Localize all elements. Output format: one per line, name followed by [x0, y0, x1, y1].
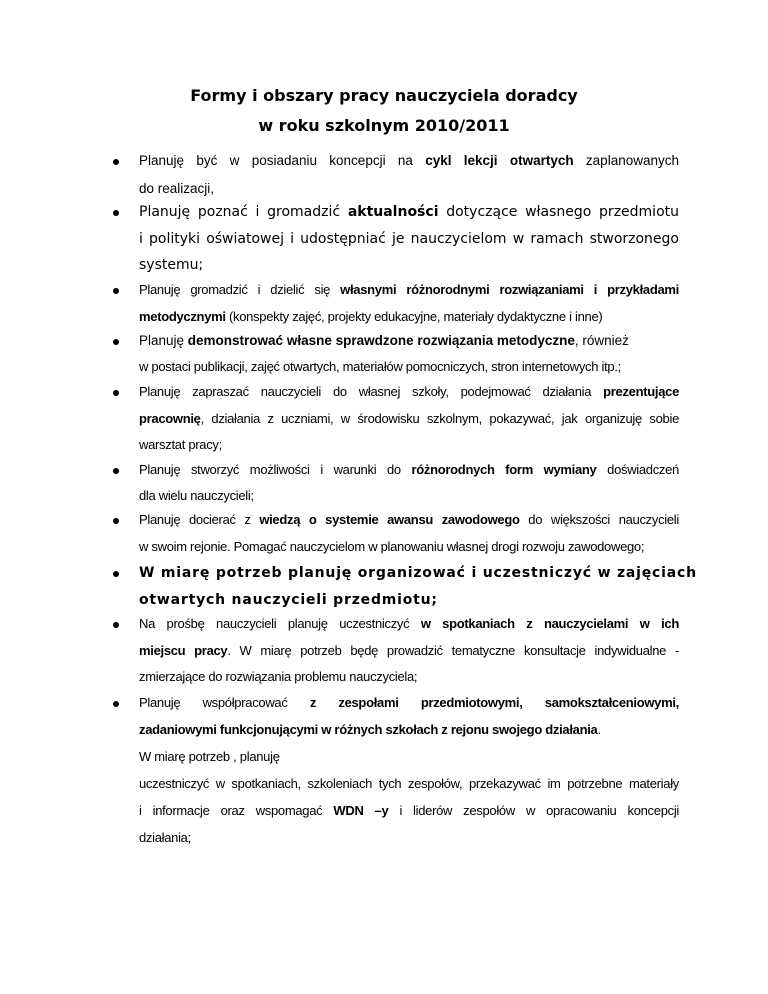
item-text: , również: [574, 333, 629, 348]
bullet-icon: [113, 622, 119, 628]
item-text: i informacje oraz wspomagać: [139, 803, 334, 818]
item-line: [139, 383, 679, 401]
item-line: w postaci publikacji, zajęć otwartych, materiałów pomocniczych, stron internetowych itp.;: [139, 359, 621, 374]
item-text: Planuję: [139, 333, 188, 348]
item-line: [139, 281, 679, 299]
item-line: W miarę potrzeb , planuję: [139, 749, 280, 764]
bullet-icon: [113, 518, 119, 524]
item-bold-text: wiedzą o systemie awansu zawodowego: [259, 512, 520, 527]
bullet-icon: [113, 210, 119, 216]
item-line: do realizacji,: [139, 181, 215, 196]
item-bold-text: zadaniowymi funkcjonującymi w różnych szkołach z rejonu swojego działania: [139, 722, 598, 737]
item-text: Planuję docierać z: [139, 512, 260, 527]
item-line: [139, 802, 679, 820]
item-line: [139, 410, 679, 428]
item-line: [139, 152, 679, 170]
item-bold-text: metodycznymi: [139, 309, 226, 324]
item-text: Planuję współpracować: [139, 695, 310, 710]
item-bold-text: pracownię: [139, 411, 201, 426]
item-text: . W miarę potrzeb będę prowadzić tematyczne konsultacje indywidualne -: [227, 643, 679, 658]
item-line: [139, 511, 679, 529]
item-line: działania;: [139, 830, 191, 845]
item-bold-text: aktualności: [347, 204, 439, 220]
item-text: Planuję stworzyć możliwości i warunki do: [139, 462, 412, 477]
item-line: otwartych nauczycieli przedmiotu;: [139, 592, 438, 608]
item-line: systemu;: [139, 257, 204, 273]
item-bold-text: WDN –y: [333, 803, 389, 818]
item-line: [139, 461, 679, 479]
item-line: uczestniczyć w spotkaniach, szkoleniach tych zespołów, przekazywać im potrzebne materiały: [139, 776, 679, 791]
item-line: [139, 721, 679, 739]
item-line: [139, 694, 679, 712]
item-line: zmierzające do rozwiązania problemu nauczyciela;: [139, 669, 418, 684]
item-text: Planuję poznać i gromadzić: [139, 204, 348, 220]
document-title-line-2: w roku szkolnym 2010/2011: [258, 116, 510, 135]
item-line: [139, 642, 679, 660]
item-bold-text: z zespołami przedmiotowymi, samokształceniowymi,: [309, 695, 679, 710]
item-text: Planuję być w posiadaniu koncepcji na: [139, 153, 426, 168]
item-text: do większości nauczycieli: [519, 512, 679, 527]
item-text: doświadczeń: [596, 462, 679, 477]
item-bold-text: własnymi różnorodnymi rozwiązaniami i przykładami: [340, 282, 679, 297]
item-text: i liderów zespołów w opracowaniu koncepcji: [388, 803, 679, 818]
document-title-line-1: Formy i obszary pracy nauczyciela doradcy: [190, 86, 578, 105]
item-line: warsztat pracy;: [139, 437, 222, 452]
bullet-icon: [113, 159, 119, 165]
item-bold-text: w spotkaniach z nauczycielami w ich: [420, 616, 679, 631]
item-line: [139, 615, 679, 633]
item-text: zaplanowanych: [573, 153, 679, 168]
item-line: [139, 332, 679, 350]
item-line: i polityki oświatowej i udostępniać je nauczycielom w ramach stworzonego: [139, 231, 679, 247]
item-bold-text: demonstrować własne sprawdzone rozwiązania metodyczne: [187, 333, 575, 348]
item-text: Planuję gromadzić i dzielić się: [139, 282, 341, 297]
bullet-icon: [113, 390, 119, 396]
item-bold-text: miejscu pracy: [139, 643, 228, 658]
bullet-icon: [113, 339, 119, 345]
item-bold-text: cykl lekcji otwartych: [425, 153, 574, 168]
item-line: dla wielu nauczycieli;: [139, 488, 254, 503]
bullet-icon: [113, 571, 119, 577]
item-text: Na prośbę nauczycieli planuję uczestniczyć: [139, 616, 421, 631]
item-line: w swoim rejonie. Pomagać nauczycielom w planowaniu własnej drogi rozwoju zawodowego;: [139, 539, 645, 554]
item-text: (konspekty zajęć, projekty edukacyjne, materiały dydaktyczne i inne): [225, 309, 603, 324]
item-bold-text: prezentujące: [603, 384, 679, 399]
item-text: dotyczące własnego przedmiotu: [438, 204, 679, 220]
item-line: [139, 308, 679, 326]
item-text: , działania z uczniami, w środowisku szkolnym, pokazywać, jak organizuję sobie: [200, 411, 679, 426]
bullet-icon: [113, 701, 119, 707]
bullet-icon: [113, 288, 119, 294]
item-bold-text: różnorodnych form wymiany: [411, 462, 597, 477]
item-line: [139, 203, 679, 221]
item-text: Planuję zapraszać nauczycieli do własnej szkoły, podejmować działania: [139, 384, 604, 399]
item-text: .: [597, 722, 601, 737]
item-line: W miarę potrzeb planuję organizować i uczestniczyć w zajęciach: [139, 565, 697, 581]
bullet-icon: [113, 468, 119, 474]
